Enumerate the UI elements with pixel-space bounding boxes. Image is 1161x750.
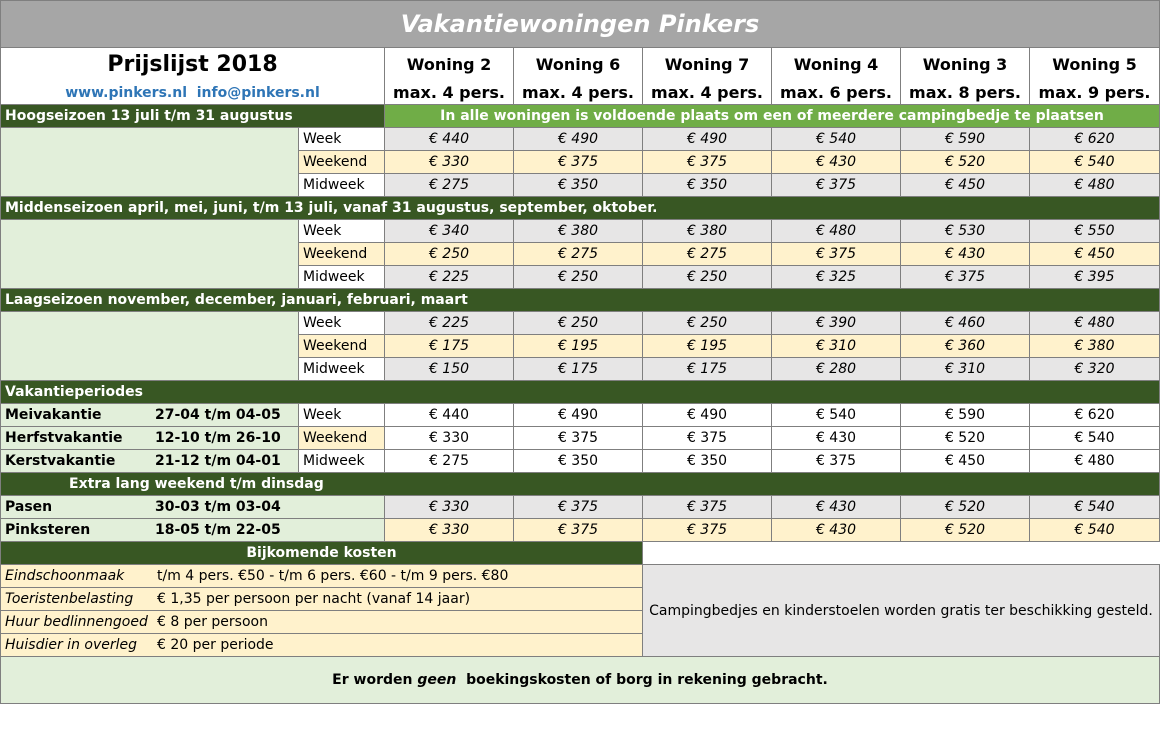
price-cell: € 375 <box>643 427 772 450</box>
cost-label: Huur bedlinnengoed <box>5 614 148 630</box>
price-cell: € 430 <box>772 151 901 174</box>
period-label: Weekend <box>299 151 385 174</box>
house-name: Woning 4 <box>772 48 901 83</box>
price-cell: € 540 <box>1030 151 1160 174</box>
cost-value: € 1,35 per persoon per nacht (vanaf 14 jaar) <box>157 591 471 607</box>
contact-links <box>1 82 385 105</box>
house-capacity: max. 6 pers. <box>772 82 901 105</box>
period-label: Weekend <box>299 243 385 266</box>
house-name: Woning 7 <box>643 48 772 83</box>
campingbed-note: In alle woningen is voldoende plaats om een of meerdere campingbedje te plaatsen <box>385 105 1160 128</box>
price-cell: € 375 <box>643 519 772 542</box>
period-label: Week <box>299 128 385 151</box>
price-cell: € 480 <box>1030 450 1160 473</box>
price-cell: € 360 <box>901 335 1030 358</box>
price-cell: € 450 <box>901 450 1030 473</box>
price-cell: € 550 <box>1030 220 1160 243</box>
price-cell: € 375 <box>772 174 901 197</box>
price-cell: € 375 <box>514 519 643 542</box>
house-capacity: max. 4 pers. <box>385 82 514 105</box>
price-cell: € 330 <box>385 427 514 450</box>
vacation-dates: 27-04 t/m 04-05 <box>155 407 281 423</box>
cost-label: Eindschoonmaak <box>5 568 125 584</box>
price-cell: € 330 <box>385 519 514 542</box>
free-items-note: Campingbedjes en kinderstoelen worden gratis ter beschikking gesteld. <box>643 565 1160 657</box>
vacation-dates: 21-12 t/m 04-01 <box>155 453 281 469</box>
price-cell: € 620 <box>1030 128 1160 151</box>
price-cell: € 490 <box>514 404 643 427</box>
price-cell: € 195 <box>643 335 772 358</box>
price-cell: € 430 <box>772 427 901 450</box>
cost-item <box>1 565 643 588</box>
price-cell: € 350 <box>643 174 772 197</box>
price-cell: € 590 <box>901 404 1030 427</box>
footer-emphasis: geen <box>417 672 457 688</box>
price-cell: € 350 <box>514 450 643 473</box>
period-label: Week <box>299 312 385 335</box>
price-cell: € 375 <box>514 151 643 174</box>
price-cell: € 395 <box>1030 266 1160 289</box>
holiday-dates: 18-05 t/m 22-05 <box>155 522 281 538</box>
vacation-label <box>1 450 299 473</box>
spacer-cell <box>1 128 299 197</box>
price-cell: € 520 <box>901 496 1030 519</box>
price-cell: € 590 <box>901 128 1030 151</box>
email-link[interactable]: info@pinkers.nl <box>196 85 320 101</box>
price-cell: € 150 <box>385 358 514 381</box>
vacation-name: Meivakantie <box>5 407 102 423</box>
price-cell: € 520 <box>901 151 1030 174</box>
period-label: Week <box>299 404 385 427</box>
price-cell: € 310 <box>772 335 901 358</box>
price-cell: € 175 <box>385 335 514 358</box>
footer-text-after: boekingskosten of borg in rekening gebracht. <box>466 672 828 688</box>
price-cell: € 490 <box>643 404 772 427</box>
price-cell: € 520 <box>901 519 1030 542</box>
cost-item <box>1 634 643 657</box>
price-cell: € 540 <box>1030 427 1160 450</box>
cost-label: Huisdier in overleg <box>5 637 138 653</box>
price-cell: € 480 <box>1030 174 1160 197</box>
price-cell: € 250 <box>385 243 514 266</box>
price-cell: € 330 <box>385 151 514 174</box>
section-header-low-season: Laagseizoen november, december, januari, februari, maart <box>1 289 1160 312</box>
price-cell: € 280 <box>772 358 901 381</box>
price-cell: € 430 <box>772 519 901 542</box>
price-list-title: Prijslijst 2018 <box>1 48 385 83</box>
price-cell: € 540 <box>772 128 901 151</box>
price-cell: € 330 <box>385 496 514 519</box>
house-capacity: max. 9 pers. <box>1030 82 1160 105</box>
price-cell: € 430 <box>901 243 1030 266</box>
price-cell: € 375 <box>901 266 1030 289</box>
price-cell: € 430 <box>772 496 901 519</box>
price-cell: € 490 <box>643 128 772 151</box>
vacation-label <box>1 404 299 427</box>
blank-cell <box>643 542 1160 565</box>
price-cell: € 275 <box>514 243 643 266</box>
price-cell: € 460 <box>901 312 1030 335</box>
price-cell: € 480 <box>772 220 901 243</box>
section-header-mid-season: Middenseizoen april, mei, juni, t/m 13 juli, vanaf 31 augustus, september, oktober. <box>1 197 1160 220</box>
price-cell: € 620 <box>1030 404 1160 427</box>
house-capacity: max. 4 pers. <box>514 82 643 105</box>
period-label: Midweek <box>299 266 385 289</box>
price-cell: € 310 <box>901 358 1030 381</box>
period-label: Midweek <box>299 450 385 473</box>
price-cell: € 520 <box>901 427 1030 450</box>
price-cell: € 320 <box>1030 358 1160 381</box>
price-cell: € 275 <box>385 174 514 197</box>
price-cell: € 380 <box>1030 335 1160 358</box>
price-cell: € 380 <box>643 220 772 243</box>
cost-item <box>1 588 643 611</box>
house-name: Woning 3 <box>901 48 1030 83</box>
vacation-dates: 12-10 t/m 26-10 <box>155 430 281 446</box>
price-cell: € 375 <box>514 496 643 519</box>
price-cell: € 175 <box>514 358 643 381</box>
price-cell: € 375 <box>643 496 772 519</box>
price-cell: € 375 <box>643 151 772 174</box>
website-link[interactable]: www.pinkers.nl <box>65 85 187 101</box>
price-cell: € 540 <box>1030 496 1160 519</box>
price-cell: € 440 <box>385 128 514 151</box>
period-label: Midweek <box>299 358 385 381</box>
price-cell: € 250 <box>514 312 643 335</box>
price-cell: € 195 <box>514 335 643 358</box>
cost-value: € 8 per persoon <box>157 614 268 630</box>
price-cell: € 380 <box>514 220 643 243</box>
price-cell: € 450 <box>1030 243 1160 266</box>
vacation-name: Herfstvakantie <box>5 430 123 446</box>
page-banner: Vakantiewoningen Pinkers <box>1 1 1160 48</box>
cost-label: Toeristenbelasting <box>5 591 134 607</box>
price-cell: € 275 <box>385 450 514 473</box>
price-cell: € 275 <box>643 243 772 266</box>
price-cell: € 225 <box>385 312 514 335</box>
holiday-name: Pinksteren <box>5 522 91 538</box>
period-label: Weekend <box>299 335 385 358</box>
house-name: Woning 6 <box>514 48 643 83</box>
period-label: Weekend <box>299 427 385 450</box>
section-header-high-season: Hoogseizoen 13 juli t/m 31 augustus <box>1 105 385 128</box>
house-name: Woning 2 <box>385 48 514 83</box>
section-header-additional-costs: Bijkomende kosten <box>1 542 643 565</box>
price-cell: € 375 <box>514 427 643 450</box>
cost-value: € 20 per periode <box>157 637 274 653</box>
spacer-cell <box>1 220 299 289</box>
house-name: Woning 5 <box>1030 48 1160 83</box>
house-capacity: max. 4 pers. <box>643 82 772 105</box>
price-cell: € 225 <box>385 266 514 289</box>
period-label: Midweek <box>299 174 385 197</box>
price-cell: € 175 <box>643 358 772 381</box>
cost-value: t/m 4 pers. €50 - t/m 6 pers. €60 - t/m 9 pers. €80 <box>157 568 509 584</box>
cost-item <box>1 611 643 634</box>
holiday-label <box>1 496 385 519</box>
vacation-name: Kerstvakantie <box>5 453 116 469</box>
price-cell: € 390 <box>772 312 901 335</box>
price-cell: € 480 <box>1030 312 1160 335</box>
price-cell: € 540 <box>1030 519 1160 542</box>
holiday-dates: 30-03 t/m 03-04 <box>155 499 281 515</box>
price-cell: € 450 <box>901 174 1030 197</box>
period-label: Week <box>299 220 385 243</box>
house-capacity: max. 8 pers. <box>901 82 1030 105</box>
footer-text-before: Er worden <box>332 672 413 688</box>
price-cell: € 440 <box>385 404 514 427</box>
price-cell: € 540 <box>772 404 901 427</box>
price-cell: € 530 <box>901 220 1030 243</box>
spacer-cell <box>1 312 299 381</box>
section-header-extra-weekend: Extra lang weekend t/m dinsdag <box>1 473 1160 496</box>
price-cell: € 350 <box>643 450 772 473</box>
price-cell: € 375 <box>772 243 901 266</box>
price-cell: € 325 <box>772 266 901 289</box>
holiday-name: Pasen <box>5 499 53 515</box>
price-cell: € 250 <box>643 266 772 289</box>
section-header-vacations: Vakantieperiodes <box>1 381 1160 404</box>
price-cell: € 350 <box>514 174 643 197</box>
price-cell: € 340 <box>385 220 514 243</box>
price-cell: € 250 <box>643 312 772 335</box>
vacation-label <box>1 427 299 450</box>
price-cell: € 250 <box>514 266 643 289</box>
no-booking-costs-note <box>1 657 1160 704</box>
price-cell: € 490 <box>514 128 643 151</box>
price-cell: € 375 <box>772 450 901 473</box>
holiday-label <box>1 519 385 542</box>
